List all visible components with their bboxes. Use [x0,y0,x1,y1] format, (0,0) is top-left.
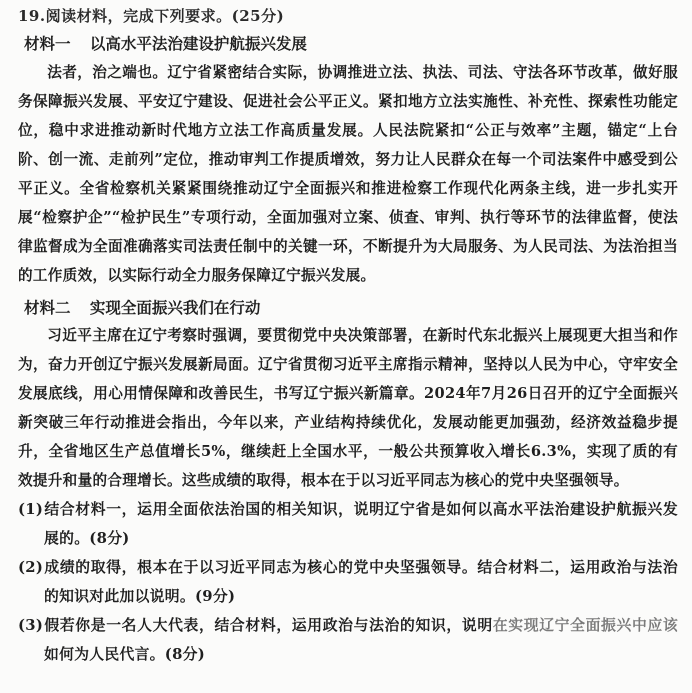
task-1-number: (1) [18,501,44,518]
material-2-heading [18,296,678,320]
task-2-number: (2) [18,559,44,576]
task-3-text: 假若你是一名人大代表，结合材料，运用政治与法治的知识，说明 [44,617,493,634]
material-1-title: 以高水平法治建设护航振兴发展 [89,34,307,53]
question-content [18,6,678,669]
task-1-text: 结合材料一，运用全面依法治国的相关知识，说明辽宁省是如何以高水平法治建设护航振兴发展的。(8分) [44,501,678,547]
material-2-title: 实现全面振兴我们在行动 [89,298,261,317]
material-1-heading [18,32,678,56]
task-3-text-faded: 在实现辽宁全面振兴中应该 [492,617,679,634]
task-3 [18,611,678,669]
task-3-text-end: 如何为人民代言。(8分) [44,646,206,663]
material-2-paragraph: 习近平主席在辽宁考察时强调，要贯彻党中央决策部署，在新时代东北振兴上展现更大担当和作为，奋力开创辽宁振兴发展新局面。辽宁省贯彻习近平主席指示精神，坚持以人民为中心，守牢安全发展底线，用心用情保障和改善民生，书写辽宁振兴新篇章。2024年7月26日召开的辽宁全面振兴新突破三年行动推进会指出，今年以来，产业结构持续优化，发展动能更加强劲，经济效益稳步提升，全省地区生产总值增长5%，继续赶上全国水平，一般公共预算收入增长6.3%，实现了质的有效提升和量的合理增长。这些成绩的取得，根本在于以习近平同志为核心的党中央坚强领导。 [18,327,678,489]
task-2 [18,553,678,611]
material-1-paragraph: 法者，治之端也。辽宁省紧密结合实际，协调推进立法、执法、司法、守法各环节改革，做好服务保障振兴发展、平安辽宁建设、促进社会公平正义。紧扣地方立法实施性、补充性、探索性功能定位，稳中求进推动新时代地方立法工作高质量发展。人民法院紧扣“公正与效率”主题，锚定“上台阶、创一流、走前列”定位，推动审判工作提质增效，努力让人民群众在每一个司法案件中感受到公平正义。全省检察机关紧紧围绕推动辽宁全面振兴和推进检察工作现代化两条主线，进一步扎实开展“检察护企”“检护民生”专项行动，全面加强对立案、侦查、审判、执行等环节的法律监督，使法律监督成为全面准确落实司法责任制中的关键一环，不断提升为大局服务、为人民司法、为法治担当的工作质效，以实际行动全力服务保障辽宁振兴发展。 [18,64,678,284]
task-3-number: (3) [18,617,44,634]
task-2-text: 成绩的取得，根本在于以习近平同志为核心的党中央坚强领导。结合材料二，运用政治与法治的知识对此加以说明。(9分) [44,559,678,605]
material-1-tag: 材料一 [24,34,71,53]
material-2-tag: 材料二 [24,298,71,317]
task-1 [18,495,678,553]
question-header: 19.阅读材料，完成下列要求。(25分) [18,7,285,25]
